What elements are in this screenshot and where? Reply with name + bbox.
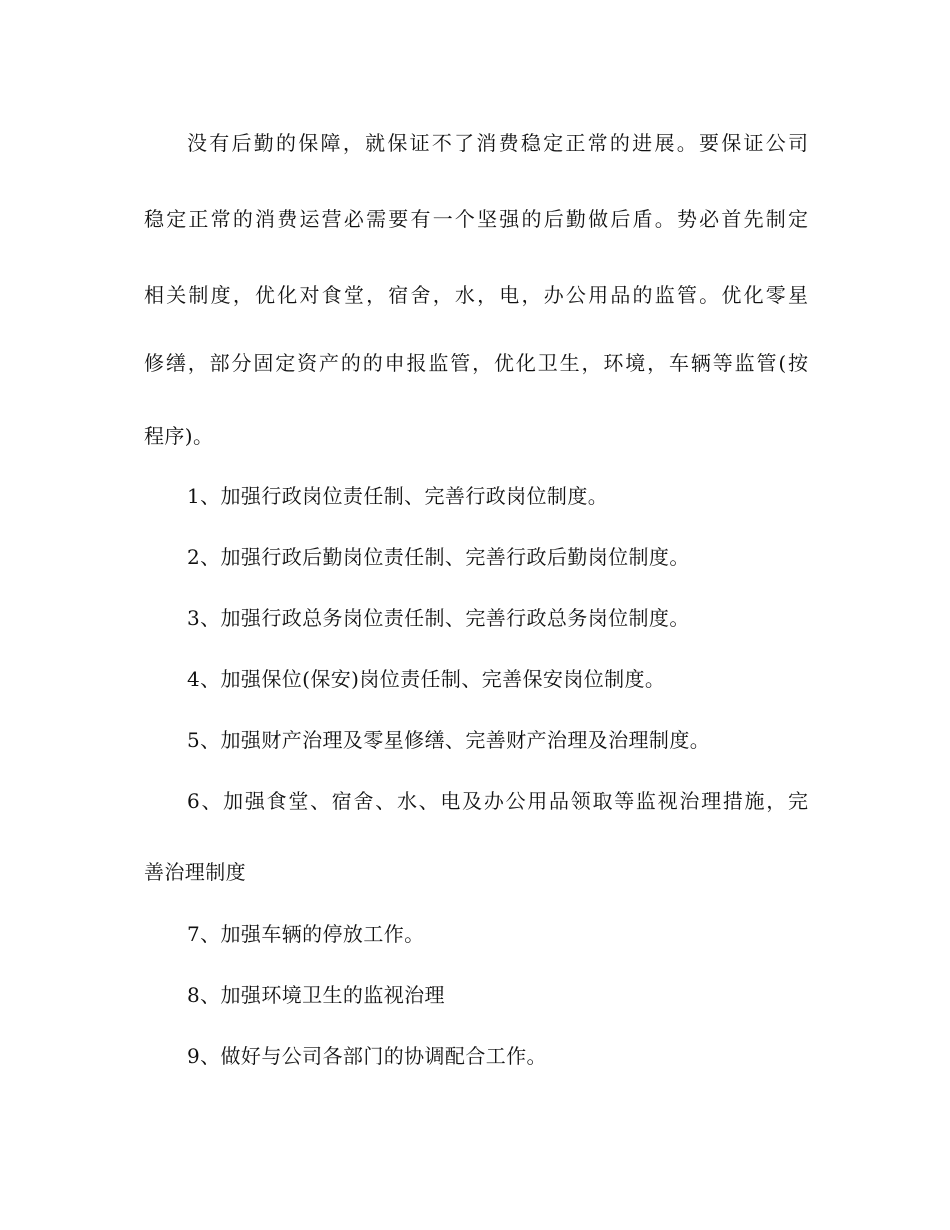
list-item: 7、加强车辆的停放工作。	[187, 922, 425, 946]
list-item: 4、加强保位(保安)岗位责任制、完善保安岗位制度。	[187, 667, 666, 691]
intro-line: 程序)。	[144, 424, 214, 448]
list-item: 2、加强行政后勤岗位责任制、完善行政后勤岗位制度。	[187, 545, 690, 569]
list-item-continuation: 善治理制度	[144, 860, 246, 884]
intro-line: 稳定正常的消费运营必需要有一个坚强的后勤做后盾。势必首先制定	[144, 207, 808, 231]
list-item: 6、加强食堂、宿舍、水、电及办公用品领取等监视治理措施，完	[187, 789, 808, 813]
list-item: 3、加强行政总务岗位责任制、完善行政总务岗位制度。	[187, 606, 690, 630]
list-item: 8、加强环境卫生的监视治理	[187, 983, 445, 1007]
intro-line: 修缮，部分固定资产的的申报监管，优化卫生，环境，车辆等监管(按	[144, 351, 808, 375]
list-item: 5、加强财产治理及零星修缮、完善财产治理及治理制度。	[187, 728, 711, 752]
list-item: 1、加强行政岗位责任制、完善行政岗位制度。	[187, 484, 609, 508]
list-item: 9、做好与公司各部门的协调配合工作。	[187, 1044, 547, 1068]
intro-line: 相关制度，优化对食堂，宿舍，水，电，办公用品的监管。优化零星	[144, 283, 808, 307]
intro-line: 没有后勤的保障，就保证不了消费稳定正常的进展。要保证公司	[187, 131, 808, 155]
